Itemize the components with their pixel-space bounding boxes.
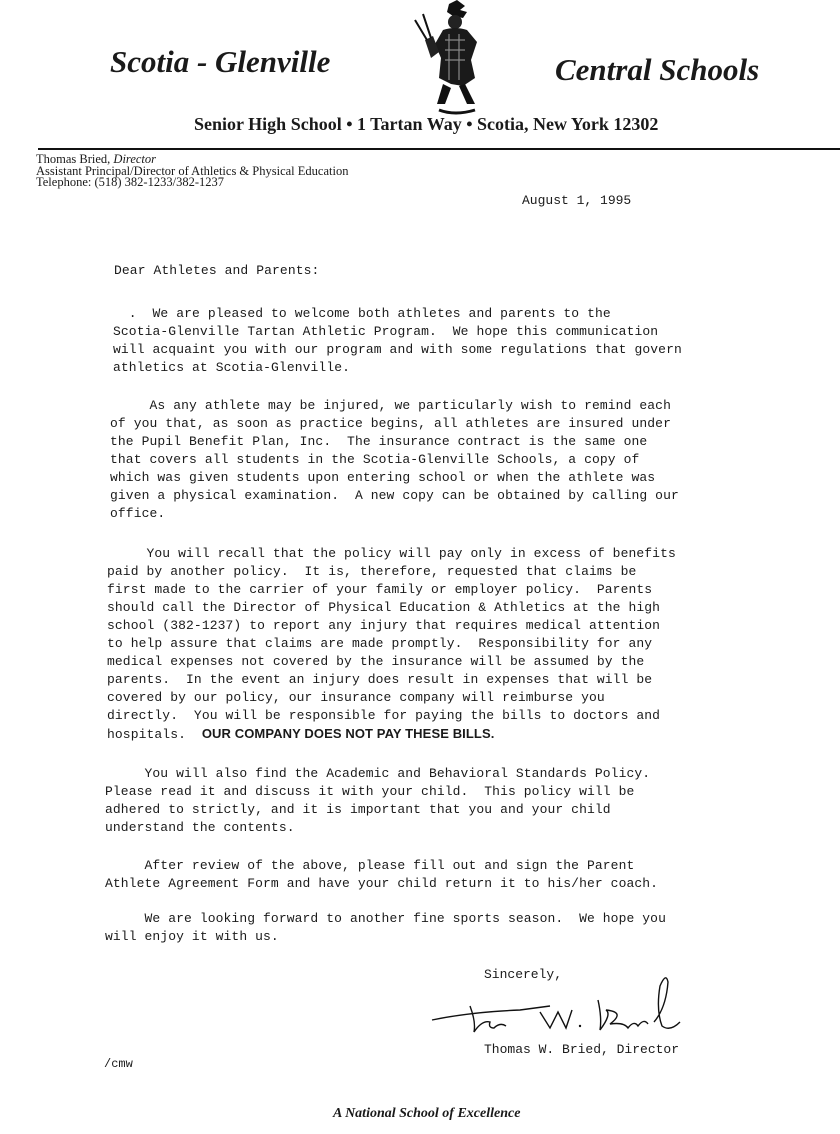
letterhead-rule — [38, 148, 840, 150]
letter-paragraph-4: You will also find the Academic and Behavioral Standards Policy. Please read it and discuss it with your child. This policy will be adhered to strictly, and it is important that you and your child understand the contents. — [105, 766, 651, 835]
contact-name: Thomas Bried, — [36, 152, 111, 166]
contact-block — [36, 154, 348, 189]
handwritten-signature — [430, 962, 700, 1042]
letter-paragraph-1: . We are pleased to welcome both athletes and parents to the Scotia-Glenville Tartan Athletic Program. We hope this communication will acquaint you with our program and with some regulations that govern athletics at Scotia-Glenville. — [113, 306, 682, 375]
letterhead-left-name: Scotia - Glenville — [110, 44, 331, 79]
letter-date: August 1, 1995 — [522, 193, 632, 208]
typist-initials: /cmw — [104, 1057, 133, 1071]
letter-closing: Sincerely, — [484, 967, 563, 982]
footer-motto: A National School of Excellence — [333, 1106, 521, 1121]
letter-paragraph-2: As any athlete may be injured, we particularly wish to remind each of you that, as soon as practice begins, all athletes are insured under the Pupil Benefit Plan, Inc. The insurance contract is the same one that covers all students in the Scotia-Glenville Schools, a copy of which was given students upon entering school or when the athlete was given a physical examination. A new copy can be obtained by calling our office. — [110, 398, 679, 521]
letterhead-address: Senior High School • 1 Tartan Way • Scotia, New York 12302 — [194, 114, 659, 134]
contact-position: Assistant Principal/Director of Athletics & Physical Education — [36, 163, 349, 178]
tartan-piper-logo-icon — [405, 0, 505, 120]
contact-title: Director — [113, 152, 157, 166]
paragraph-3-body: You will recall that the policy will pay only in excess of benefits paid by another policy. It is, therefore, requested that claims be first made to the carrier of your family or employer policy. Parents should call the Director of Physical Education & Athletics at the high school (382-1237) to report any injury that requires medical attention to help assure that claims are made promptly. Responsibility for any medical expenses not covered by the insurance will be assumed by the parents. In the event an injury does result in expenses that will be covered by our policy, our insurance company will reimburse you directly. You will be responsible for paying the bills to doctors and hospitals. — [107, 546, 676, 742]
letter-paragraph-3 — [107, 545, 676, 744]
contact-telephone: Telephone: (518) 382-1233/382-1237 — [36, 175, 224, 189]
letter-signer: Thomas W. Bried, Director — [484, 1042, 680, 1057]
letterhead-right-name: Central Schools — [555, 52, 760, 87]
letter-paragraph-6: We are looking forward to another fine sports season. We hope you will enjoy it with us. — [105, 911, 666, 944]
letter-paragraph-5: After review of the above, please fill out and sign the Parent Athlete Agreement Form and have your child return it to his/her coach. — [105, 858, 659, 891]
paragraph-3-emphasis: OUR COMPANY DOES NOT PAY THESE BILLS. — [201, 726, 495, 741]
letter-salutation: Dear Athletes and Parents: — [114, 263, 320, 278]
